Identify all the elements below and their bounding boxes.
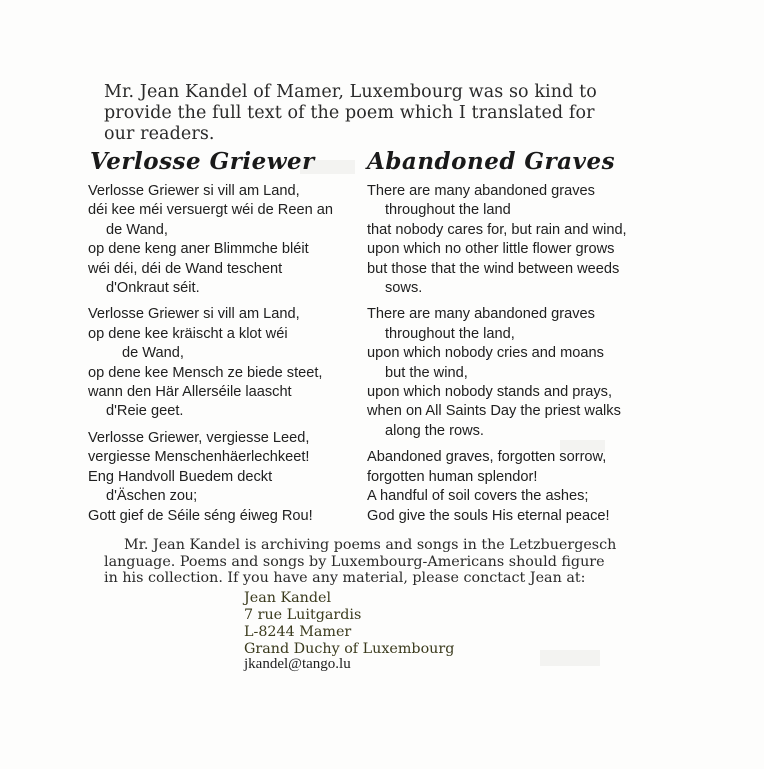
poem-line: d'Äschen zou; (106, 488, 198, 505)
stanza (88, 305, 358, 421)
left-poem (88, 182, 358, 533)
poem-line: when on All Saints Day the priest walks (367, 403, 621, 420)
outro-line: Mr. Jean Kandel is archiving poems and songs in the Letzbuergesch (124, 537, 617, 553)
address-name: Jean Kandel (244, 590, 332, 606)
poem-line: There are many abandoned graves (367, 306, 595, 323)
poem-line: but those that the wind between weeds (367, 260, 620, 277)
poem-line: that nobody cares for, but rain and wind, (367, 221, 627, 238)
poem-line: Eng Handvoll Buedem deckt (88, 468, 273, 485)
poem-line: throughout the land, (385, 325, 515, 342)
intro-line: our readers. (104, 124, 215, 144)
poem-line: op dene kee Mensch ze biede steet, (88, 364, 323, 381)
outro-paragraph (104, 537, 664, 587)
poem-line: d'Onkraut séit. (106, 280, 200, 297)
poem-line: upon which nobody cries and moans (367, 345, 604, 362)
poem-line: de Wand, (122, 345, 184, 362)
poem-line: op dene kee kräischt a klot wéi (88, 325, 288, 342)
left-poem-title: Verlosse Griewer (90, 148, 315, 175)
poem-line: Abandoned graves, forgotten sorrow, (367, 449, 607, 466)
poem-line: Gott gief de Séile séng éiweg Rou! (88, 507, 313, 524)
address-country: Grand Duchy of Luxembourg (244, 641, 455, 657)
poem-line: op dene keng aner Blimmche bléit (88, 241, 309, 258)
poem-line: God give the souls His eternal peace! (367, 507, 610, 524)
intro-paragraph (104, 82, 664, 145)
poem-line: but the wind, (385, 364, 468, 381)
poem-line: d'Reie geet. (106, 403, 184, 420)
stanza (367, 305, 637, 441)
poem-line: A handful of soil covers the ashes; (367, 488, 589, 505)
poem-line: sows. (385, 280, 423, 297)
poem-line: Verlosse Griewer si vill am Land, (88, 306, 300, 323)
stanza (88, 182, 358, 298)
right-poem-title: Abandoned Graves (367, 148, 616, 175)
intro-line: Mr. Jean Kandel of Mamer, Luxembourg was so kind to (104, 82, 597, 102)
address-street: 7 rue Luitgardis (244, 607, 362, 623)
outro-line: language. Poems and songs by Luxembourg-Americans should figure (104, 553, 605, 570)
address-city: L-8244 Mamer (244, 624, 352, 640)
email-address: jkandel@tango.lu (244, 656, 351, 672)
poem-line: Verlosse Griewer, vergiesse Leed, (88, 429, 310, 446)
stanza (88, 429, 358, 526)
right-poem (367, 182, 637, 533)
scan-bleed-mark (540, 650, 600, 666)
stanza (367, 448, 637, 526)
poem-line: déi kee méi versuergt wéi de Reen an (88, 202, 333, 219)
outro-line: in his collection. If you have any material, please conctact Jean at: (104, 570, 586, 586)
poem-line: upon which no other little flower grows (367, 241, 615, 258)
mailing-address (244, 590, 454, 658)
poem-line: throughout the land (385, 202, 511, 219)
poem-line: Verlosse Griewer si vill am Land, (88, 183, 300, 199)
poem-line: vergiesse Menschenhäerlechkeet! (88, 449, 310, 466)
poem-line: along the rows. (385, 422, 484, 439)
poem-line: wann den Här Allerséile laascht (88, 384, 292, 401)
intro-line: provide the full text of the poem which I translated for (104, 103, 595, 123)
poem-line: There are many abandoned graves (367, 183, 595, 199)
poem-line: de Wand, (106, 221, 168, 238)
poem-line: upon which nobody stands and prays, (367, 384, 613, 401)
poem-line: forgotten human splendor! (367, 468, 538, 485)
stanza (367, 182, 637, 298)
poem-line: wéi déi, déi de Wand teschent (88, 260, 283, 277)
